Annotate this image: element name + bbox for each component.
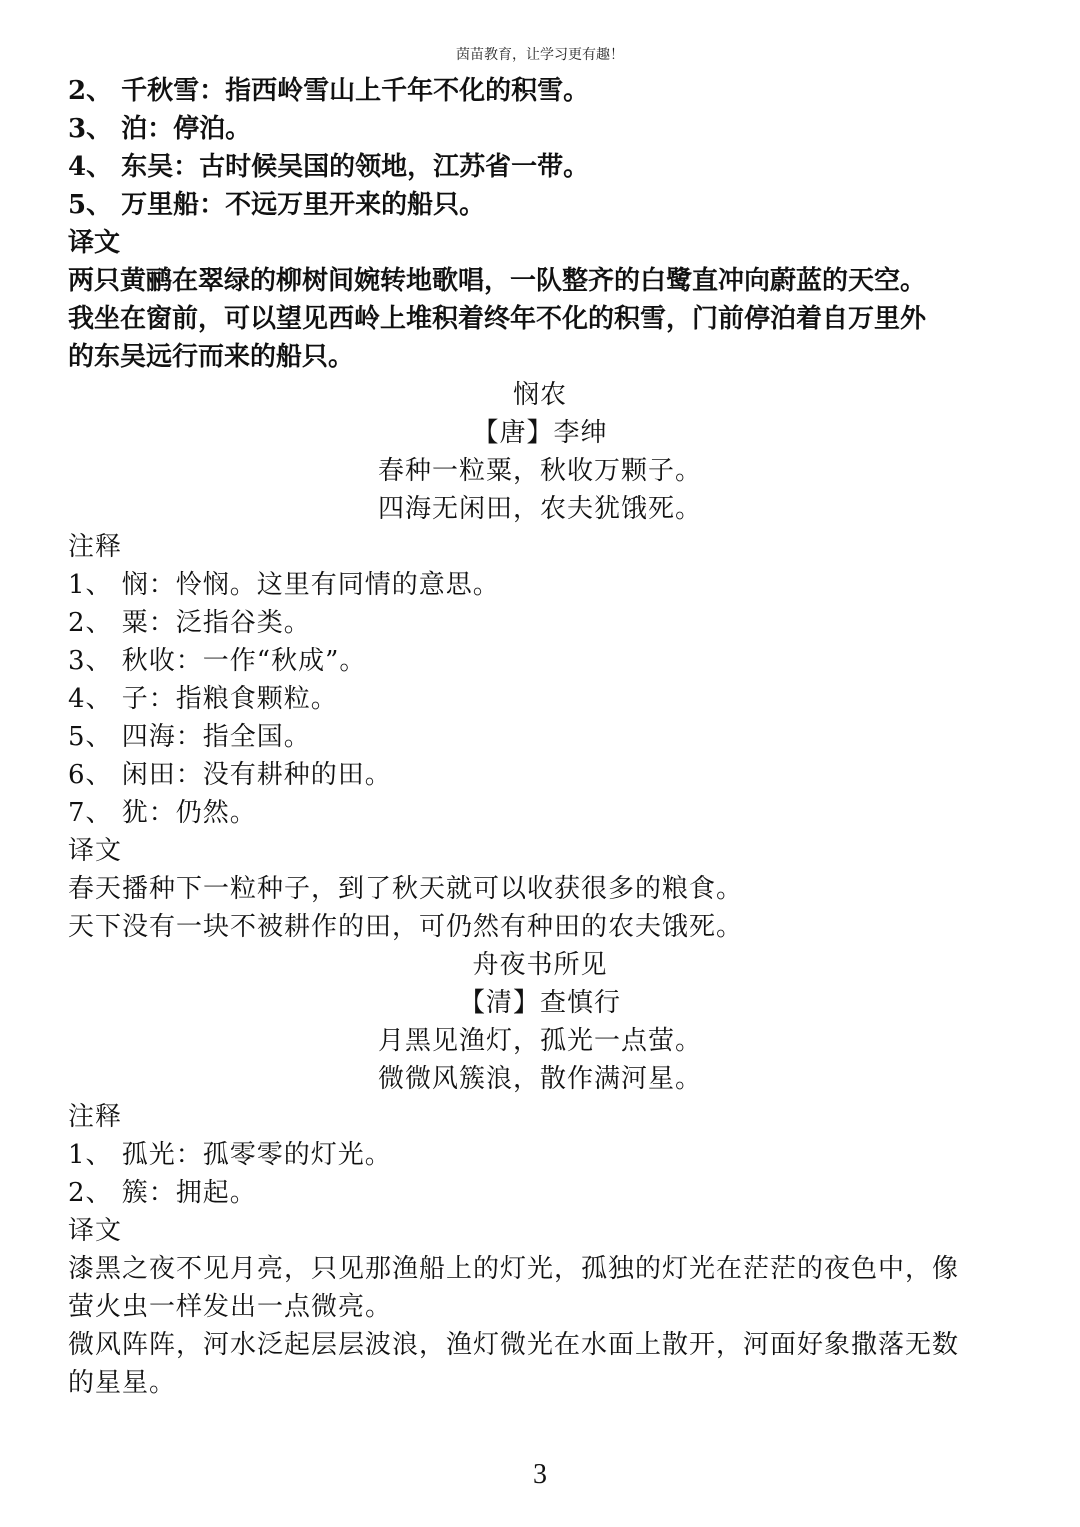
page-number: 3 — [533, 1459, 547, 1490]
poem2-line: 春种一粒粟，秋收万颗子。 — [377, 456, 702, 486]
poem1-note-2: 2、 千秋雪：指西岭雪山上千年不化的积雪。 — [68, 76, 590, 106]
poem3-note: 2、 簇：拥起。 — [68, 1178, 257, 1208]
poem2-title: 悯农 — [512, 380, 567, 410]
poem2-note: 1、 悯：怜悯。这里有同情的意思。 — [68, 570, 500, 600]
poem1-translation-line: 的东吴远行而来的船只。 — [68, 342, 355, 372]
poem3-translation-line: 萤火虫一样发出一点微亮。 — [68, 1292, 393, 1322]
poem3-line: 微微风簇浪，散作满河星。 — [377, 1064, 702, 1094]
poem2-translation-heading: 译文 — [68, 836, 123, 866]
page-header: 茵苗教育，让学习更有趣！ — [456, 47, 624, 63]
poem2-line: 四海无闲田，农夫犹饿死。 — [377, 494, 702, 524]
poem1-translation-heading: 译文 — [68, 228, 121, 258]
poem1-translation-line: 我坐在窗前，可以望见西岭上堆积着终年不化的积雪，门前停泊着自万里外 — [68, 304, 927, 334]
poem3-translation-line: 的星星。 — [68, 1368, 177, 1398]
poem1-note-5: 5、 万里船：不远万里开来的船只。 — [68, 190, 486, 220]
poem2-note: 7、 犹：仍然。 — [68, 798, 257, 828]
poem2-translation-line: 春天播种下一粒种子，到了秋天就可以收获很多的粮食。 — [68, 874, 744, 904]
poem2-notes-heading: 注释 — [68, 532, 123, 562]
poem3-translation-line: 漆黑之夜不见月亮，只见那渔船上的灯光，孤独的灯光在茫茫的夜色中，像 — [68, 1254, 960, 1284]
poem2-translation-line: 天下没有一块不被耕作的田，可仍然有种田的农夫饿死。 — [68, 912, 744, 942]
poem2-author: 【唐】李绅 — [472, 418, 608, 448]
poem3-translation-heading: 译文 — [68, 1216, 123, 1246]
poem2-note: 3、 秋收：一作“秋成”。 — [68, 646, 367, 676]
poem3-author: 【清】查慎行 — [458, 988, 621, 1018]
poem2-note: 5、 四海：指全国。 — [68, 722, 311, 752]
poem2-note: 4、 子：指粮食颗粒。 — [68, 684, 338, 714]
poem3-line: 月黑见渔灯，孤光一点萤。 — [377, 1026, 702, 1056]
poem2-note: 6、 闲田：没有耕种的田。 — [68, 760, 392, 790]
poem1-note-3: 3、 泊：停泊。 — [68, 114, 252, 144]
poem1-note-4: 4、 东吴：古时候吴国的领地，江苏省一带。 — [68, 152, 590, 182]
poem3-note: 1、 孤光：孤零零的灯光。 — [68, 1140, 392, 1170]
poem3-notes-heading: 注释 — [68, 1102, 123, 1132]
poem3-translation-line: 微风阵阵，河水泛起层层波浪，渔灯微光在水面上散开，河面好象撒落无数 — [68, 1330, 960, 1360]
poem3-title: 舟夜书所见 — [472, 950, 608, 980]
poem1-translation-line: 两只黄鹂在翠绿的柳树间婉转地歌唱，一队整齐的白鹭直冲向蔚蓝的天空。 — [68, 266, 927, 296]
poem2-note: 2、 粟：泛指谷类。 — [68, 608, 311, 638]
